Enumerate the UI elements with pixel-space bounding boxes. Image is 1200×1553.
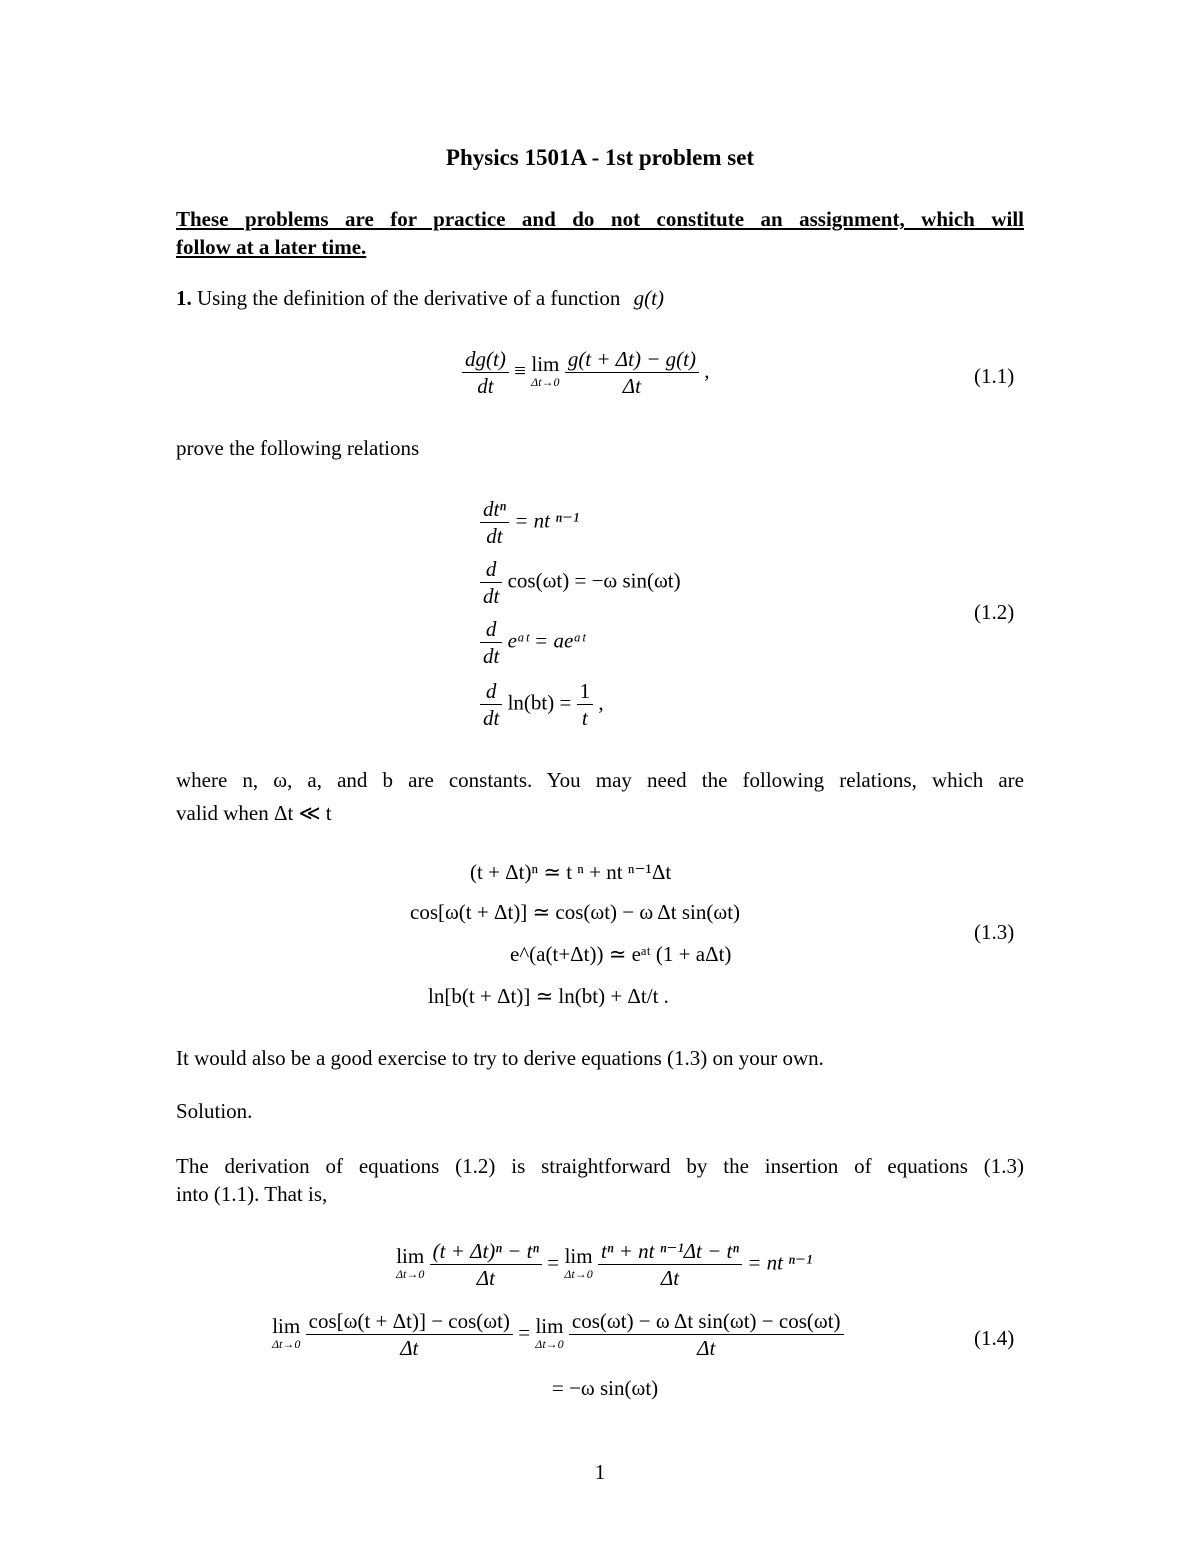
- eq14-r2-den-2: Δt: [697, 1336, 716, 1360]
- equation-label-1-3: (1.3): [974, 920, 1015, 944]
- equation-1-3-line-1: (t + Δt)ⁿ ≃ t ⁿ + nt ⁿ⁻¹Δt: [470, 860, 672, 884]
- eq14-r2-eq: =: [518, 1320, 531, 1345]
- eq11-limit: [531, 351, 560, 391]
- eq14-r1-end: = nt ⁿ⁻¹: [747, 1250, 813, 1275]
- derivation-line-1: The derivation of equations (1.2) is straightforward by the insertion of equations (1.3): [176, 1154, 1024, 1178]
- eq11-rhs-fraction: [565, 346, 699, 399]
- eq12-l3-rhs: eᵃᵗ = aeᵃᵗ: [507, 628, 586, 653]
- where-line-1: where n, ω, a, and b are constants. You may need the following relations, which are: [176, 768, 1024, 792]
- eq12-l4-num: d: [480, 678, 502, 705]
- eq14-r1-lim-text-2: lim: [564, 1243, 593, 1268]
- equation-1-3-line-2: cos[ω(t + Δt)] ≃ cos(ωt) − ω Δt sin(ωt): [410, 900, 741, 924]
- equation-1-2-line-1: [480, 496, 579, 549]
- eq14-r1-num: (t + Δt)ⁿ − tⁿ: [430, 1238, 542, 1265]
- eq12-l1-den: dt: [486, 524, 503, 548]
- eq14-r1-num-2: tⁿ + nt ⁿ⁻¹Δt − tⁿ: [598, 1238, 742, 1265]
- equation-label-1-1: (1.1): [974, 364, 1015, 388]
- eq14-r1-lim-sub: Δt→0: [396, 1266, 425, 1281]
- eq14-r1-den: Δt: [476, 1266, 495, 1290]
- equation-1-4-row-1: [396, 1238, 812, 1291]
- notice-line-2: follow at a later time.: [176, 235, 367, 259]
- eq11-lhs-fraction: [462, 346, 509, 399]
- eq14-r2-lim-text: lim: [272, 1313, 301, 1338]
- practice-notice: [176, 205, 1024, 261]
- eq14-r2-den: Δt: [400, 1336, 419, 1360]
- eq12-l4-fnum: 1: [577, 678, 594, 705]
- eq14-r1-limit-2: [564, 1243, 593, 1283]
- eq14-r2-num: cos[ω(t + Δt)] − cos(ωt): [306, 1308, 513, 1335]
- eq14-r1-eq: =: [547, 1250, 560, 1275]
- eq12-l4-mid: ln(bt) =: [507, 690, 572, 715]
- problem-number: 1.: [176, 286, 192, 310]
- eq12-l4-den: dt: [483, 706, 500, 730]
- eq12-l3-num: d: [480, 616, 502, 643]
- eq14-r2-fraction-2: [569, 1308, 844, 1361]
- eq11-lhs-den: dt: [477, 374, 494, 398]
- page-number: 1: [594, 1460, 606, 1484]
- equation-1-4-row-2: [272, 1308, 844, 1361]
- eq11-op: ≡: [514, 358, 526, 383]
- eq12-l2-den: dt: [483, 584, 500, 608]
- eq12-l1-rhs: = nt ⁿ⁻¹: [514, 508, 580, 533]
- eq14-r2-lim-sub: Δt→0: [272, 1336, 301, 1351]
- eq14-r1-lim-text: lim: [396, 1243, 425, 1268]
- eq11-rhs-den: Δt: [622, 374, 641, 398]
- equation-label-1-2: (1.2): [974, 600, 1015, 624]
- equation-1-2-line-4: [480, 678, 604, 731]
- where-line-2: valid when Δt ≪ t: [176, 801, 332, 825]
- eq14-r1-lim-sub-2: Δt→0: [564, 1266, 593, 1281]
- eq12-l1-fraction: [480, 496, 509, 549]
- function-symbol: g(t): [633, 286, 664, 310]
- equation-1-3-line-4: ln[b(t + Δt)] ≃ ln(bt) + Δt/t .: [428, 984, 669, 1008]
- eq14-r2-num-2: cos(ωt) − ω Δt sin(ωt) − cos(ωt): [569, 1308, 844, 1335]
- eq12-l4-punct: ,: [598, 690, 604, 715]
- eq12-l2-num: d: [480, 556, 502, 583]
- equation-label-1-4: (1.4): [974, 1326, 1015, 1350]
- eq12-l2-fraction: [480, 556, 502, 609]
- eq14-r2-fraction-1: [306, 1308, 513, 1361]
- eq14-r2-limit: [272, 1313, 301, 1353]
- notice-line-1: These problems are for practice and do not constitute an assignment, which will: [176, 207, 1024, 231]
- equation-1-2-line-3: [480, 616, 585, 669]
- derivation-line-2: into (1.1). That is,: [176, 1182, 328, 1206]
- eq14-r1-fraction-1: [430, 1238, 542, 1291]
- page-title: Physics 1501A - 1st problem set: [445, 145, 755, 170]
- eq14-r1-limit: [396, 1243, 425, 1283]
- exercise-text: It would also be a good exercise to try to derive equations (1.3) on your own.: [176, 1046, 824, 1070]
- equation-1-1: [462, 346, 709, 399]
- eq12-l4-fraction: [480, 678, 502, 731]
- prove-text: prove the following relations: [176, 436, 420, 460]
- equation-1-3-line-3: e^(a(t+Δt)) ≃ eᵃᵗ (1 + aΔt): [510, 942, 732, 966]
- eq12-l1-num: dtⁿ: [480, 496, 509, 523]
- eq11-lhs-num: dg(t): [462, 346, 509, 373]
- eq11-lim-sub: Δt→0: [531, 374, 560, 389]
- problem-1-intro: [176, 285, 664, 311]
- equation-1-4-row-3: = −ω sin(ωt): [552, 1376, 659, 1400]
- eq12-l3-fraction: [480, 616, 502, 669]
- problem-intro-text: Using the definition of the derivative of a function: [197, 286, 621, 310]
- eq11-rhs-num: g(t + Δt) − g(t): [565, 346, 699, 373]
- solution-label: Solution.: [176, 1099, 253, 1123]
- eq14-r1-den-2: Δt: [660, 1266, 680, 1290]
- eq11-punct: ,: [704, 358, 710, 383]
- eq11-lim-text: lim: [531, 351, 560, 376]
- eq12-l3-den: dt: [483, 644, 500, 668]
- eq12-l2-rhs: cos(ωt) = −ω sin(ωt): [507, 568, 681, 593]
- eq14-r2-lim-sub-2: Δt→0: [535, 1336, 564, 1351]
- eq12-l4-fden: t: [581, 706, 588, 730]
- equation-1-2-line-2: [480, 556, 681, 609]
- eq14-r2-lim-text-2: lim: [535, 1313, 564, 1338]
- eq14-r2-limit-2: [535, 1313, 564, 1353]
- eq14-r1-fraction-2: [598, 1238, 742, 1291]
- eq12-l4-rhs-fraction: [577, 678, 594, 731]
